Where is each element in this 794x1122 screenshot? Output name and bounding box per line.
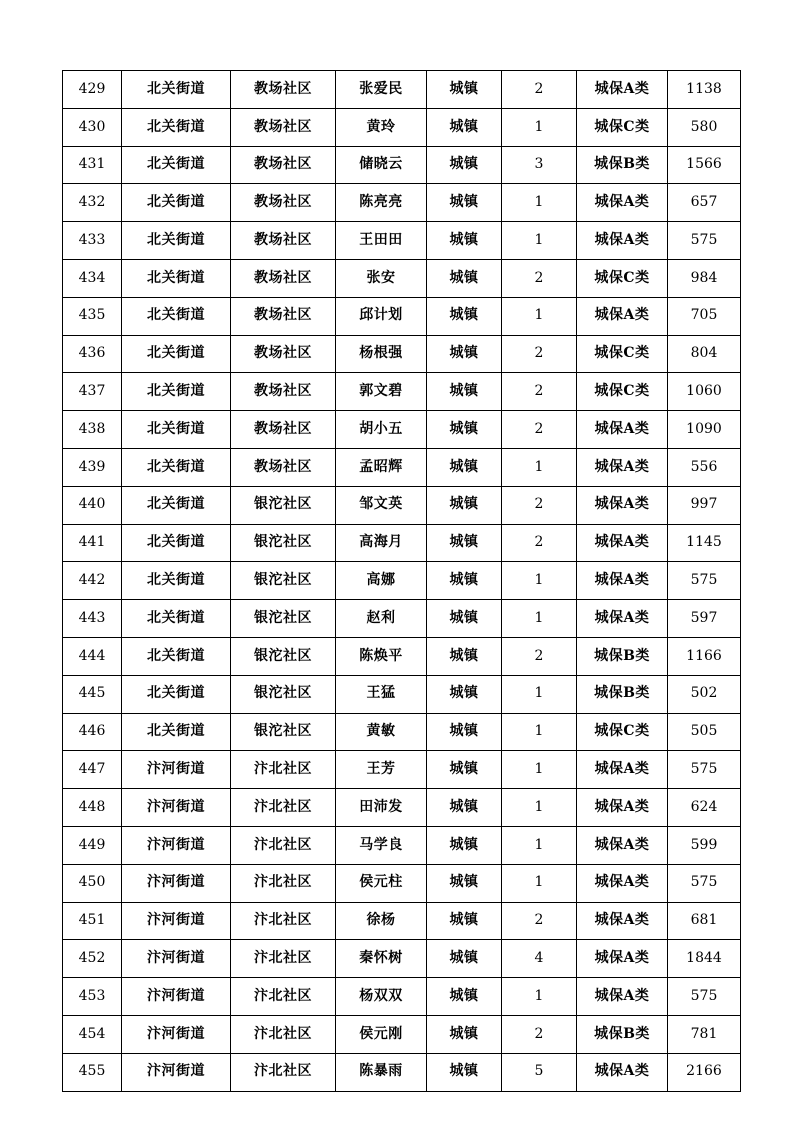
cell-index: 439 [63,448,122,486]
cell-category: 城保C类 [577,108,668,146]
cell-category: 城保A类 [577,297,668,335]
cell-count: 2 [502,486,577,524]
cell-community: 教场社区 [231,335,336,373]
cell-count: 3 [502,146,577,184]
table-row [63,789,741,827]
cell-street: 北关街道 [122,562,231,600]
cell-community: 教场社区 [231,146,336,184]
table-row [63,600,741,638]
cell-household: 城镇 [427,637,502,675]
cell-street: 汴河街道 [122,826,231,864]
cell-community: 教场社区 [231,259,336,297]
cell-category: 城保A类 [577,222,668,260]
cell-count: 1 [502,222,577,260]
table-row [63,335,741,373]
cell-index: 445 [63,675,122,713]
cell-street: 北关街道 [122,71,231,109]
cell-community: 教场社区 [231,108,336,146]
cell-amount: 1566 [668,146,741,184]
cell-category: 城保B类 [577,1015,668,1053]
cell-community: 银沱社区 [231,562,336,600]
beneficiary-table [62,70,741,1092]
cell-community: 教场社区 [231,184,336,222]
cell-household: 城镇 [427,826,502,864]
cell-count: 1 [502,108,577,146]
cell-amount: 575 [668,864,741,902]
cell-count: 2 [502,71,577,109]
cell-amount: 681 [668,902,741,940]
cell-community: 教场社区 [231,71,336,109]
cell-household: 城镇 [427,335,502,373]
cell-household: 城镇 [427,600,502,638]
cell-amount: 1138 [668,71,741,109]
cell-household: 城镇 [427,222,502,260]
table-row [63,524,741,562]
cell-community: 教场社区 [231,222,336,260]
cell-amount: 2166 [668,1053,741,1091]
cell-street: 北关街道 [122,259,231,297]
cell-name: 王芳 [336,751,427,789]
cell-household: 城镇 [427,713,502,751]
cell-household: 城镇 [427,789,502,827]
cell-category: 城保A类 [577,71,668,109]
cell-index: 431 [63,146,122,184]
cell-household: 城镇 [427,675,502,713]
cell-street: 北关街道 [122,637,231,675]
cell-amount: 657 [668,184,741,222]
cell-household: 城镇 [427,978,502,1016]
cell-name: 陈亮亮 [336,184,427,222]
cell-count: 1 [502,751,577,789]
cell-household: 城镇 [427,1053,502,1091]
cell-street: 北关街道 [122,297,231,335]
cell-community: 汴北社区 [231,1053,336,1091]
cell-community: 银沱社区 [231,637,336,675]
cell-street: 北关街道 [122,524,231,562]
cell-street: 汴河街道 [122,978,231,1016]
cell-count: 1 [502,789,577,827]
cell-category: 城保C类 [577,373,668,411]
cell-street: 北关街道 [122,713,231,751]
cell-name: 高娜 [336,562,427,600]
cell-street: 北关街道 [122,146,231,184]
cell-name: 杨双双 [336,978,427,1016]
cell-amount: 781 [668,1015,741,1053]
cell-count: 1 [502,184,577,222]
cell-community: 教场社区 [231,411,336,449]
cell-count: 4 [502,940,577,978]
cell-index: 435 [63,297,122,335]
cell-community: 银沱社区 [231,486,336,524]
table-row [63,411,741,449]
cell-name: 邹文英 [336,486,427,524]
table-row [63,108,741,146]
cell-count: 1 [502,864,577,902]
cell-name: 徐杨 [336,902,427,940]
cell-household: 城镇 [427,524,502,562]
cell-amount: 1844 [668,940,741,978]
cell-index: 455 [63,1053,122,1091]
table-row [63,184,741,222]
cell-amount: 984 [668,259,741,297]
cell-amount: 624 [668,789,741,827]
cell-amount: 1060 [668,373,741,411]
cell-index: 449 [63,826,122,864]
cell-category: 城保A类 [577,184,668,222]
cell-index: 430 [63,108,122,146]
cell-category: 城保A类 [577,940,668,978]
cell-count: 5 [502,1053,577,1091]
table-row [63,222,741,260]
cell-category: 城保A类 [577,826,668,864]
cell-household: 城镇 [427,373,502,411]
cell-community: 汴北社区 [231,826,336,864]
cell-street: 北关街道 [122,675,231,713]
cell-category: 城保C类 [577,713,668,751]
cell-count: 1 [502,826,577,864]
cell-household: 城镇 [427,71,502,109]
cell-index: 429 [63,71,122,109]
cell-amount: 1145 [668,524,741,562]
cell-name: 王田田 [336,222,427,260]
cell-count: 2 [502,524,577,562]
table-row [63,637,741,675]
cell-name: 杨根强 [336,335,427,373]
cell-count: 1 [502,978,577,1016]
cell-index: 448 [63,789,122,827]
cell-count: 2 [502,1015,577,1053]
cell-household: 城镇 [427,864,502,902]
cell-category: 城保A类 [577,1053,668,1091]
cell-amount: 705 [668,297,741,335]
table-row [63,1053,741,1091]
cell-name: 黄敏 [336,713,427,751]
cell-name: 张安 [336,259,427,297]
cell-index: 432 [63,184,122,222]
cell-index: 434 [63,259,122,297]
cell-household: 城镇 [427,1015,502,1053]
cell-amount: 804 [668,335,741,373]
cell-amount: 575 [668,562,741,600]
cell-community: 教场社区 [231,297,336,335]
cell-name: 胡小五 [336,411,427,449]
table-row [63,486,741,524]
cell-street: 汴河街道 [122,940,231,978]
cell-category: 城保A类 [577,411,668,449]
cell-index: 443 [63,600,122,638]
table-row [63,259,741,297]
cell-amount: 599 [668,826,741,864]
cell-street: 北关街道 [122,448,231,486]
cell-name: 田沛发 [336,789,427,827]
cell-count: 2 [502,902,577,940]
table-row [63,751,741,789]
cell-name: 马学良 [336,826,427,864]
cell-category: 城保B类 [577,675,668,713]
table-row [63,940,741,978]
cell-community: 汴北社区 [231,864,336,902]
cell-count: 2 [502,373,577,411]
cell-category: 城保C类 [577,335,668,373]
table-row [63,1015,741,1053]
cell-category: 城保A类 [577,600,668,638]
cell-count: 2 [502,411,577,449]
cell-amount: 502 [668,675,741,713]
cell-street: 汴河街道 [122,751,231,789]
cell-amount: 575 [668,978,741,1016]
cell-category: 城保A类 [577,902,668,940]
cell-household: 城镇 [427,108,502,146]
cell-name: 侯元柱 [336,864,427,902]
cell-household: 城镇 [427,297,502,335]
cell-community: 银沱社区 [231,600,336,638]
cell-name: 陈焕平 [336,637,427,675]
cell-household: 城镇 [427,486,502,524]
cell-index: 441 [63,524,122,562]
cell-street: 北关街道 [122,600,231,638]
cell-community: 银沱社区 [231,713,336,751]
cell-index: 440 [63,486,122,524]
cell-category: 城保B类 [577,146,668,184]
cell-street: 北关街道 [122,108,231,146]
cell-name: 赵利 [336,600,427,638]
cell-community: 教场社区 [231,373,336,411]
cell-index: 444 [63,637,122,675]
cell-amount: 556 [668,448,741,486]
cell-count: 1 [502,600,577,638]
table-row [63,373,741,411]
cell-index: 438 [63,411,122,449]
cell-name: 陈暴雨 [336,1053,427,1091]
cell-community: 汴北社区 [231,978,336,1016]
cell-household: 城镇 [427,562,502,600]
cell-name: 秦怀树 [336,940,427,978]
cell-category: 城保C类 [577,259,668,297]
cell-category: 城保B类 [577,637,668,675]
cell-category: 城保A类 [577,751,668,789]
cell-community: 银沱社区 [231,675,336,713]
table-row [63,826,741,864]
cell-community: 汴北社区 [231,1015,336,1053]
table-row [63,713,741,751]
cell-household: 城镇 [427,751,502,789]
cell-name: 侯元刚 [336,1015,427,1053]
cell-street: 北关街道 [122,335,231,373]
table-row [63,978,741,1016]
cell-amount: 505 [668,713,741,751]
cell-street: 北关街道 [122,184,231,222]
cell-community: 汴北社区 [231,940,336,978]
cell-street: 北关街道 [122,486,231,524]
cell-index: 447 [63,751,122,789]
cell-amount: 1166 [668,637,741,675]
cell-category: 城保A类 [577,864,668,902]
cell-name: 储晓云 [336,146,427,184]
cell-count: 1 [502,448,577,486]
cell-amount: 1090 [668,411,741,449]
table-row [63,146,741,184]
cell-community: 银沱社区 [231,524,336,562]
cell-count: 2 [502,637,577,675]
cell-street: 北关街道 [122,222,231,260]
cell-index: 446 [63,713,122,751]
table-row [63,71,741,109]
cell-count: 2 [502,259,577,297]
cell-name: 黄玲 [336,108,427,146]
cell-count: 2 [502,335,577,373]
cell-street: 汴河街道 [122,1053,231,1091]
cell-category: 城保A类 [577,524,668,562]
cell-household: 城镇 [427,259,502,297]
cell-count: 1 [502,713,577,751]
cell-street: 汴河街道 [122,1015,231,1053]
cell-index: 442 [63,562,122,600]
table-body [63,71,741,1092]
cell-index: 451 [63,902,122,940]
cell-household: 城镇 [427,940,502,978]
cell-amount: 997 [668,486,741,524]
cell-amount: 597 [668,600,741,638]
table-row [63,562,741,600]
cell-name: 王猛 [336,675,427,713]
cell-street: 汴河街道 [122,902,231,940]
cell-name: 郭文碧 [336,373,427,411]
cell-community: 汴北社区 [231,751,336,789]
cell-household: 城镇 [427,146,502,184]
cell-street: 汴河街道 [122,864,231,902]
table-row [63,448,741,486]
table-row [63,864,741,902]
cell-index: 452 [63,940,122,978]
cell-name: 邱计划 [336,297,427,335]
cell-category: 城保A类 [577,486,668,524]
cell-street: 北关街道 [122,373,231,411]
cell-category: 城保A类 [577,562,668,600]
cell-name: 高海月 [336,524,427,562]
cell-community: 汴北社区 [231,789,336,827]
cell-household: 城镇 [427,448,502,486]
cell-name: 孟昭辉 [336,448,427,486]
cell-index: 436 [63,335,122,373]
cell-index: 433 [63,222,122,260]
cell-amount: 575 [668,751,741,789]
table-row [63,675,741,713]
cell-count: 1 [502,562,577,600]
cell-street: 北关街道 [122,411,231,449]
cell-index: 450 [63,864,122,902]
cell-household: 城镇 [427,902,502,940]
cell-count: 1 [502,675,577,713]
cell-amount: 575 [668,222,741,260]
cell-community: 教场社区 [231,448,336,486]
cell-count: 1 [502,297,577,335]
cell-index: 453 [63,978,122,1016]
cell-category: 城保A类 [577,448,668,486]
table-row [63,902,741,940]
table-row [63,297,741,335]
cell-category: 城保A类 [577,789,668,827]
cell-household: 城镇 [427,411,502,449]
cell-category: 城保A类 [577,978,668,1016]
cell-index: 454 [63,1015,122,1053]
cell-community: 汴北社区 [231,902,336,940]
cell-household: 城镇 [427,184,502,222]
cell-street: 汴河街道 [122,789,231,827]
cell-name: 张爱民 [336,71,427,109]
cell-index: 437 [63,373,122,411]
cell-amount: 580 [668,108,741,146]
